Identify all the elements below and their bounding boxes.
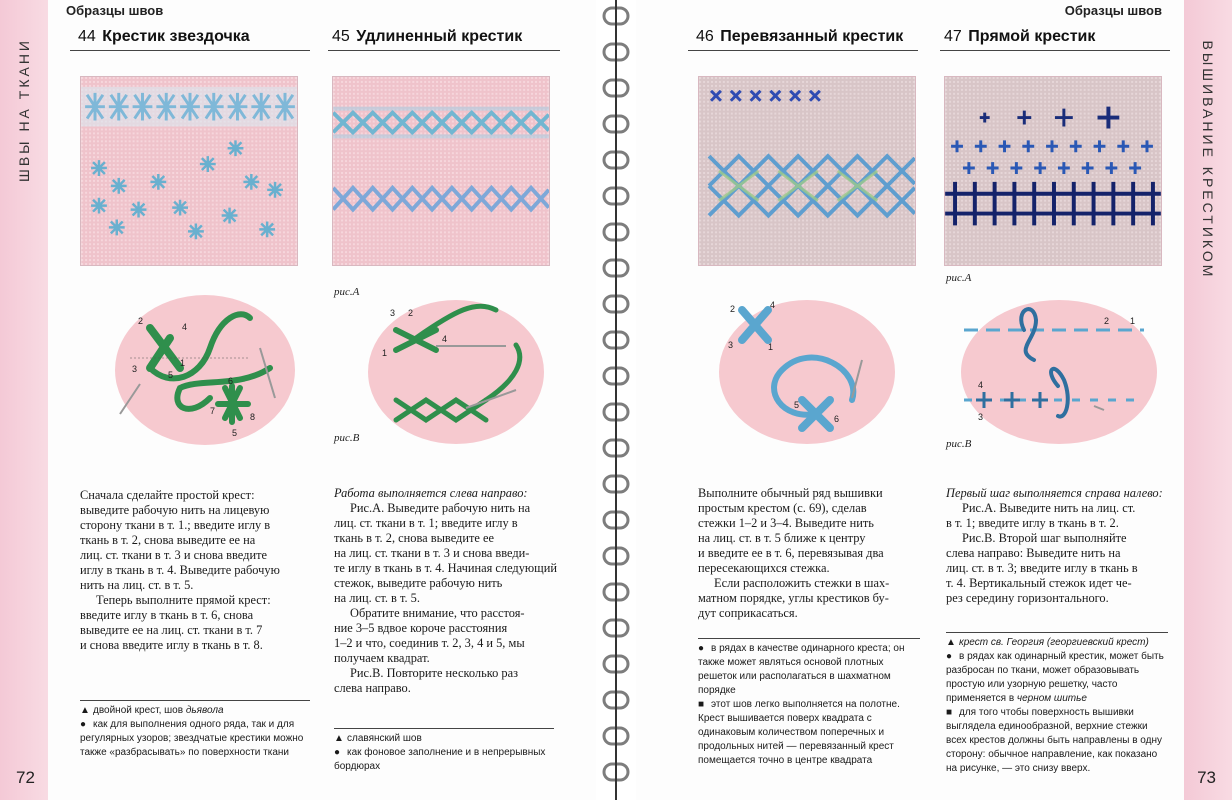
stitch-44-text: Сначала сделайте простой крест: выведите рабочую нить на лицевую сторону ткани в т. 1.; введите иглу в ткань в т. 2, снова выведите ее на лиц. ст. ткани в т. 3 и снова введите иглу в ткань в т. 4. Выведите рабочую нить на лиц. ст. в т. 5. Теперь выполните прямой крест: введите иглу в ткань в т. 6, снова выведите ее на лиц. ст. ткани в т. 7 и снова введите иглу в ткань в т. 8. [80,488,280,652]
left-page-number: 72 [16,768,35,787]
title-rule [688,50,918,51]
svg-text:8: 8 [250,412,256,422]
stitch-45-column [328,0,560,800]
stitch-46-text: Выполните обычный ряд вышивки простым крестом (с. 69), сделав стежки 1–2 и 3–4. Выведите нить на лиц. ст. в т. 5 ближе к центру и введите ее в т. 6, перевязывая два пересекающихся стежка. Если расположить стежки в шах- матном порядке, углы крестиков бу- дут соприкасаться. [698,486,890,620]
stitch-45-photo [332,76,550,266]
stitch-47-photo [944,76,1162,266]
svg-text:5: 5 [168,370,174,380]
title-rule [328,50,560,51]
svg-text:5: 5 [232,428,238,438]
svg-text:3: 3 [132,364,138,374]
note-item: ■ для того чтобы поверхность вышивки выглядела единообразной, верхние стежки всех крестов должны быть направлены в одну сторону: обычное направление, как показано на рисунке, — это снизу вверх. [946,707,1162,774]
stitch-45-notes [334,728,554,774]
notes-rule [946,632,1168,633]
binding-rings [596,0,636,800]
title-rule [70,50,310,51]
svg-text:1: 1 [180,358,186,368]
svg-text:3: 3 [728,340,734,350]
svg-text:6: 6 [834,414,840,424]
notes-rule [334,728,554,729]
svg-text:1: 1 [382,348,388,358]
left-running-head: Образцы швов [66,3,164,18]
note-item: ● в рядах в качестве одинарного креста; он также может являться основой плотных решеток или располагаться в шахматном порядке [698,643,905,696]
svg-text:7: 7 [210,406,216,416]
svg-text:2: 2 [138,316,144,326]
stitch-45-diagram [356,290,546,450]
svg-text:2: 2 [730,304,736,314]
fig-a-label: рис.А [334,286,360,298]
right-page-number: 73 [1197,768,1216,787]
stitch-46-photo [698,76,916,266]
right-side-title: ВЫШИВАНИЕ КРЕСТИКОМ [1200,40,1216,280]
svg-text:3: 3 [390,308,396,318]
note-item: ● как фоновое заполнение и в непрерывных бордюрах [334,747,546,772]
stitch-44-notes [80,700,310,760]
notes-rule [80,700,310,701]
stitch-44-title: 44 Крестик звездочка [78,28,250,45]
svg-text:5: 5 [794,400,800,410]
stitch-47-title: 47 Прямой крестик [944,28,1096,45]
stitch-46-column [688,0,918,800]
note-item: ▲ двойной крест, шов дьявола [80,705,224,716]
fig-a-label: рис.А [946,272,972,284]
stitch-47-diagram [954,290,1164,450]
stitch-47-text: Первый шаг выполняется справа налево: Рис.А. Выведите нить на лиц. ст. в т. 1; введите иглу в ткань в т. 2. Рис.В. Второй шаг выполняйте слева направо: Выведите нить на лиц. ст. в т. 3; введите иглу в ткань в т. 4. Вертикальный стежок идет че- рез середину горизонтального. [946,486,1163,605]
svg-text:2: 2 [1104,316,1110,326]
stitch-44-photo [80,76,298,266]
right-pink-strip [1184,0,1232,800]
stitch-45-title: 45 Удлиненный крестик [332,28,523,45]
right-running-head: Образцы швов [1064,3,1162,18]
note-item: ● в рядах как одинарный крестик, может быть разбросан по ткани, может образовывать простую или узорную решетку, часто применяется в черном шитье [946,651,1164,704]
note-item: ▲ крест св. Георгия (георгиевский крест) [946,637,1149,648]
svg-text:4: 4 [182,322,188,332]
right-page [636,0,1232,800]
left-side-title: ШВЫ НА ТКАНИ [16,37,32,183]
note-item: ● как для выполнения одного ряда, так и для регулярных узоров; звездчатые крестики можно также «разбрасывать» по поверхности ткани [80,719,304,758]
stitch-47-column [940,0,1170,800]
svg-text:1: 1 [768,342,774,352]
stitch-44-column [70,0,310,800]
title-rule [940,50,1170,51]
stitch-44-diagram [110,288,300,448]
note-item: ▲ славянский шов [334,733,422,744]
note-item: ■ этот шов легко выполняется на полотне. Крест вышивается поверх квадрата с одинаковым количеством поперечных и продольных нитей — перевязанный крест помещается точно в центре квадрата [698,699,900,766]
svg-text:4: 4 [442,334,448,344]
svg-text:6: 6 [228,376,234,386]
svg-text:3: 3 [978,412,984,422]
fig-b-label: рис.В [946,438,972,450]
spiral-binding [596,0,636,800]
stitch-46-diagram [712,290,902,450]
stitch-46-notes [698,638,920,768]
notes-rule [698,638,920,639]
stitch-46-title: 46 Перевязанный крестик [696,28,904,45]
stitch-47-notes [946,632,1168,776]
svg-text:4: 4 [770,300,776,310]
fig-b-label: рис.В [334,432,360,444]
svg-text:4: 4 [978,380,984,390]
left-pink-strip [0,0,48,800]
stitch-45-text: Работа выполняется слева направо: Рис.А. Выведите рабочую нить на лиц. ст. ткани в т. 1; введите иглу в ткань в т. 2, снова выведите ее на лиц. ст. ткани в т. 3 и снова введи- те иглу в ткань в т. 4. Начиная следующий стежок, выведите рабочую нить на лиц. ст. в т. 5. Обратите внимание, что расстоя- ние 3–5 вдвое короче расстояния 1–2 и что, соединив т. 2, 3, 4 и 5, мы получаем квадрат. Рис.В. Повторите несколько раз слева направо. [334,486,557,695]
svg-text:1: 1 [1130,316,1136,326]
svg-text:2: 2 [408,308,414,318]
left-page [0,0,596,800]
